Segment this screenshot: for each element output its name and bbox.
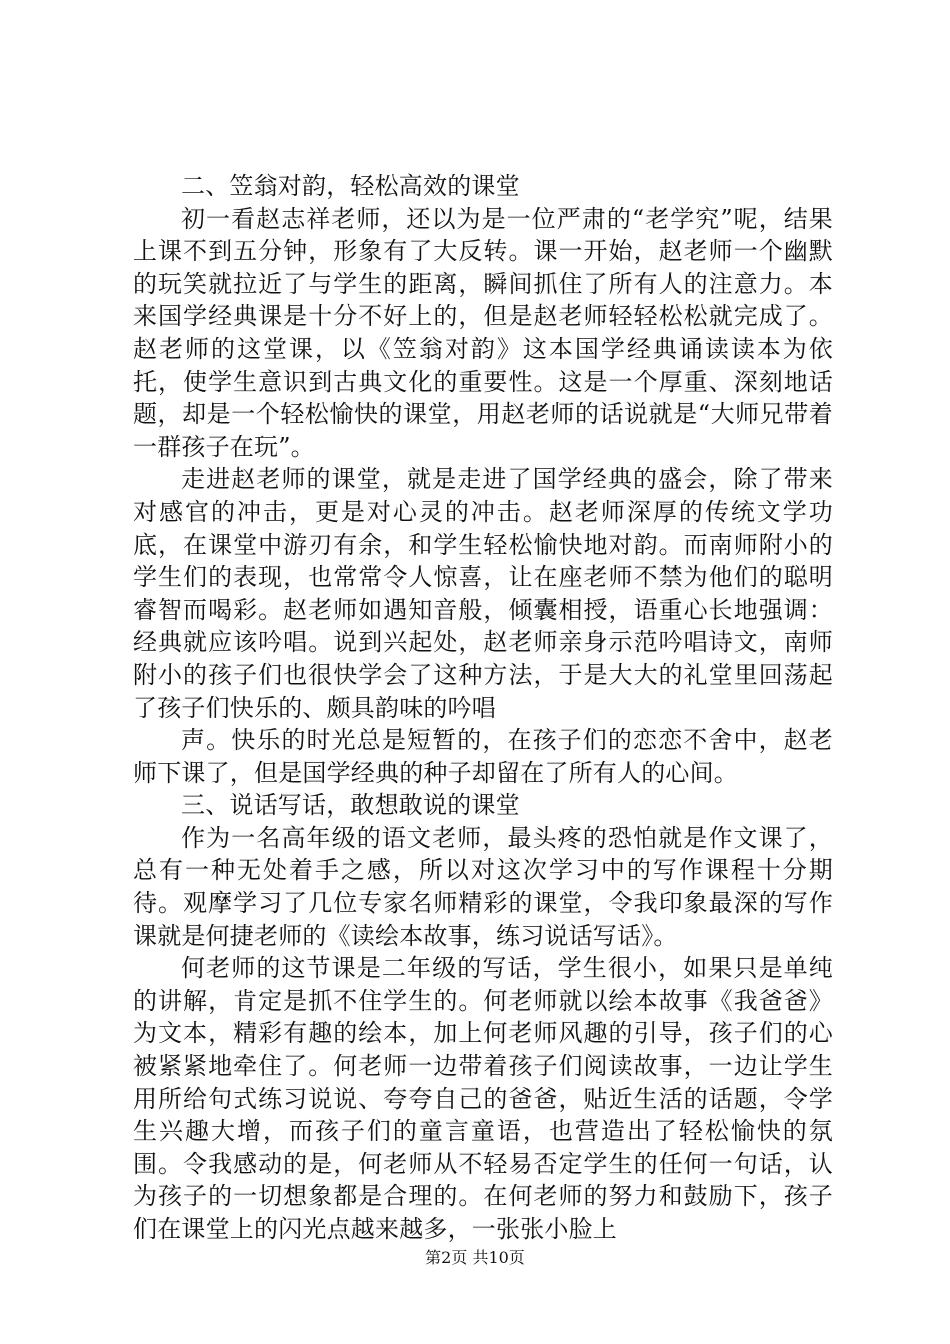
- section-heading-3: 三、说话写话，敢想敢说的课堂: [181, 791, 520, 820]
- paragraph: 初一看赵志祥老师，还以为是一位严肃的“老学究”呢，结果上课不到五分钟，形象有了大反转。课一开始，赵老师一个幽默的玩笑就拉近了与学生的距离，瞬间抓住了所有人的注意力。本来国学经典课是十分不好上的，但是赵老师轻轻松松就完成了。赵老师的这堂课，以《笠翁对韵》这本国学经典诵读读本为依托，使学生意识到古典文化的重要性。这是一个厚重、深刻地话题，却是一个轻松愉快的课堂，用赵老师的话说就是“大师兄带着一群孩子在玩”。: [133, 204, 833, 461]
- paragraph: 作为一名高年级的语文老师，最头疼的恐怕就是作文课了，总有一种无处着手之感，所以对这次学习中的写作课程十分期待。观摩学习了几位专家名师精彩的课堂，令我印象最深的写作课就是何捷老师的《读绘本故事，练习说话写话》。: [133, 823, 833, 950]
- section-heading-2: 二、笠翁对韵，轻松高效的课堂: [181, 172, 520, 200]
- paragraph: 何老师的这节课是二年级的写话，学生很小，如果只是单纯的讲解，肯定是抓不住学生的。何老师就以绘本故事《我爸爸》为文本，精彩有趣的绘本，加上何老师风趣的引导，孩子们的心被紧紧地牵住了。何老师一边带着孩子们阅读故事，一边让学生用所给句式练习说说、夸夸自己的爸爸，贴近生活的话题，令学生兴趣大增，而孩子们的童言童语，也营造出了轻松愉快的氛围。令我感动的是，何老师从不轻易否定学生的任何一句话，认为孩子的一切想象都是合理的。在何老师的努力和鼓励下，孩子们在课堂上的闪光点越来越多，一张张小脸上: [133, 954, 833, 1243]
- paragraph: 声。快乐的时光总是短暂的，在孩子们的恋恋不舍中，赵老师下课了，但是国学经典的种子却留在了所有人的心间。: [133, 726, 833, 787]
- paragraph: 走进赵老师的课堂，就是走进了国学经典的盛会，除了带来对感官的冲击，更是对心灵的冲击。赵老师深厚的传统文学功底，在课堂中游刃有余，和学生轻松愉快地对韵。而南师附小的学生们的表现，也常常令人惊喜，让在座老师不禁为他们的聪明睿智而喝彩。赵老师如遇知音般，倾囊相授，语重心长地强调：经典就应该吟唱。说到兴起处，赵老师亲身示范吟唱诗文，南师附小的孩子们也很快学会了这种方法，于是大大的礼堂里回荡起了孩子们快乐的、颇具韵味的吟唱: [133, 465, 833, 722]
- document-body: [133, 170, 833, 1246]
- page-footer: 第2页 共10页: [425, 1248, 525, 1267]
